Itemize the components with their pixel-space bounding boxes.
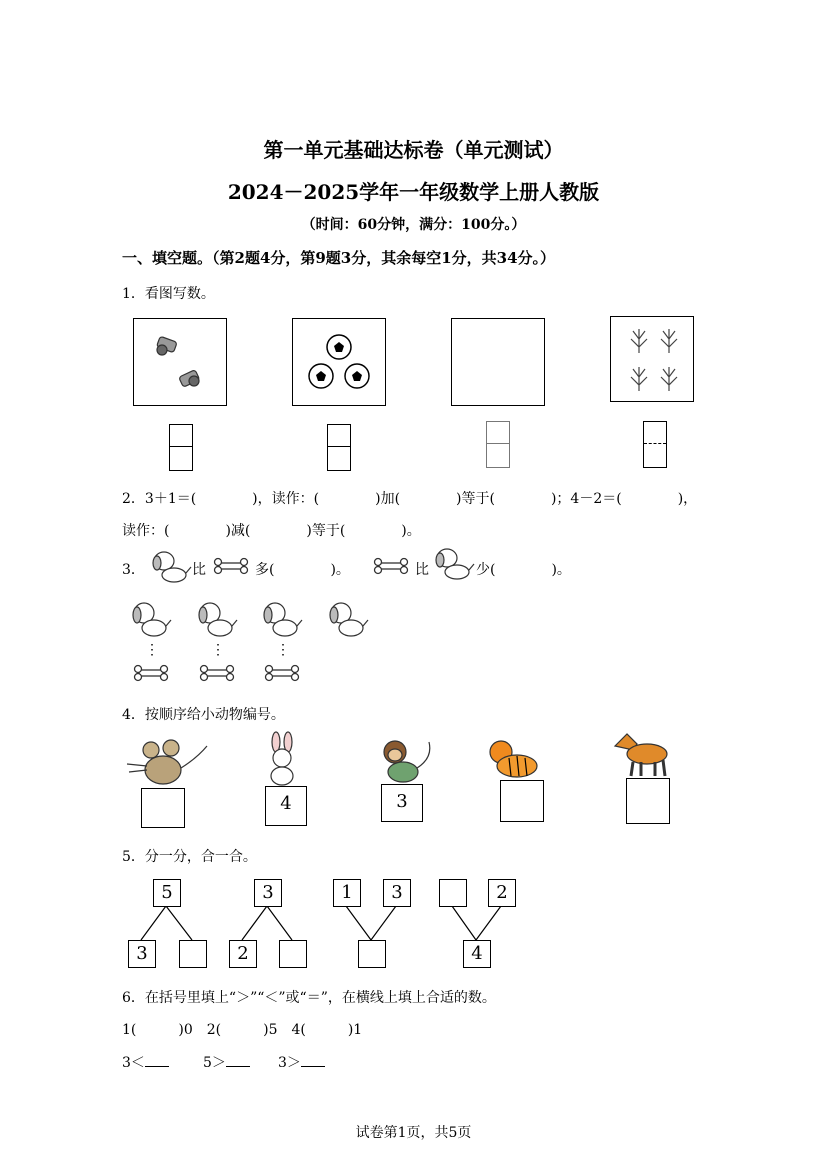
bond-3-part-a[interactable]: 1: [333, 879, 361, 907]
question-3-number: 3．: [122, 562, 145, 578]
fill-item-3: [278, 1052, 325, 1072]
question-5-label: 5．分一分，合一合。: [122, 849, 257, 865]
exam-meta: （时间：60分钟，满分：100分。）: [301, 217, 526, 233]
compare-row: 1( )0 2( )5 4( )1: [122, 1022, 363, 1038]
compare-word-2: 比: [415, 562, 429, 578]
question-4-label: 4．按顺序给小动物编号。: [122, 707, 285, 723]
animal-number-box-2[interactable]: 4: [265, 786, 307, 826]
match-dots: ⋮: [211, 642, 225, 658]
bond-4-part-a[interactable]: [439, 879, 467, 907]
bond-1-part-b[interactable]: [179, 940, 207, 968]
page-title: 第一单元基础达标卷（单元测试）: [263, 138, 564, 162]
question-6-label: 6．在括号里填上“＞”“＜”或“＝”，在横线上填上合适的数。: [122, 990, 496, 1006]
bond-2-part-a[interactable]: 2: [229, 940, 257, 968]
match-dots: ⋮: [276, 642, 290, 658]
question-2-line1: 2．3＋1＝( )，读作：( )加( )等于( )；4－2＝( )，: [122, 491, 698, 507]
section-heading: 一、填空题。（第2题4分，第9题3分，其余每空1分，共34分。）: [122, 249, 556, 267]
bond-4-part-b[interactable]: 2: [488, 879, 516, 907]
fill-item-1-text: 3＜: [122, 1055, 145, 1071]
fill-item-1: [122, 1052, 169, 1072]
fill-blank-3[interactable]: [301, 1054, 325, 1067]
bond-3-part-b[interactable]: 3: [383, 879, 411, 907]
bond-4-whole[interactable]: 4: [463, 940, 491, 968]
question-3-less: 少( )。: [476, 562, 571, 578]
animal-number-box-3[interactable]: 3: [381, 784, 423, 822]
question-1-label: 1．看图写数。: [122, 286, 215, 302]
compare-word-1: 比: [192, 562, 206, 578]
fill-blank-2[interactable]: [226, 1054, 250, 1067]
fill-item-2: [203, 1052, 250, 1072]
bond-2-part-b[interactable]: [279, 940, 307, 968]
match-dots: ⋮: [145, 642, 159, 658]
bond-3-whole[interactable]: [358, 940, 386, 968]
bond-1-whole[interactable]: 5: [153, 879, 181, 907]
question-2-line2: 读作：( )减( )等于( )。: [122, 523, 421, 539]
fill-item-2-text: 5＞: [203, 1055, 226, 1071]
fill-blank-1[interactable]: [145, 1054, 169, 1067]
page-footer: 试卷第1页，共5页: [355, 1125, 472, 1141]
question-3-more: 多( )。: [255, 562, 350, 578]
page-subtitle: 2024－2025学年一年级数学上册人教版: [227, 180, 600, 204]
fill-item-3-text: 3＞: [278, 1055, 301, 1071]
bond-2-whole[interactable]: 3: [254, 879, 282, 907]
bond-1-part-a[interactable]: 3: [128, 940, 156, 968]
